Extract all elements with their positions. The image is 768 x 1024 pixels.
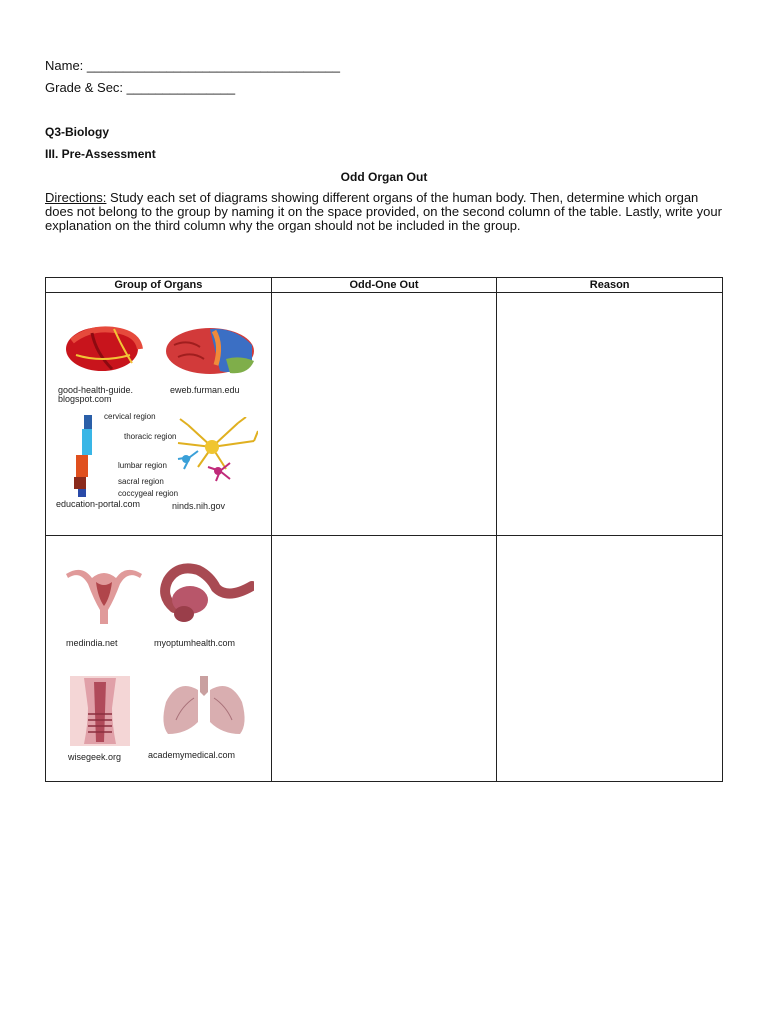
group-1-organs-cell [46, 293, 272, 536]
group-2-reason-cell[interactable] [497, 536, 723, 782]
brain-image [164, 325, 260, 377]
uterus-image [62, 558, 146, 628]
esophagus-image [66, 674, 134, 746]
intestine-credit: myoptumhealth.com [154, 638, 236, 648]
heart-credit: good-health-guide. [58, 385, 134, 395]
group-1-reason-cell[interactable] [497, 293, 723, 536]
group-2-odd-one-out-cell[interactable] [271, 536, 497, 782]
directions-text: Study each set of diagrams showing different organs of the human body. Then, determine which organ does not belong to the group by naming it on the space provided, on the second column of the table. Lastly, write your explanation on the third column why the organ should not be included in the group. [45, 190, 722, 233]
table-row [46, 536, 723, 782]
section-heading: III. Pre-Assessment [45, 147, 156, 161]
neuron-credit: ninds.nih.gov [172, 501, 226, 511]
lungs-credit: academymedical.com [148, 750, 236, 760]
spine-image [70, 413, 100, 499]
spine-label-cervical: cervical region [104, 412, 156, 421]
activity-title: Odd Organ Out [340, 170, 428, 184]
spine-credit: education-portal.com [56, 499, 141, 509]
heart-credit-line2: blogspot.com [58, 394, 112, 404]
spine-label-sacral: sacral region [118, 477, 164, 486]
esophagus-credit: wisegeek.org [68, 752, 122, 762]
lungs-image [158, 672, 250, 738]
subject-heading: Q3-Biology [45, 125, 110, 139]
heart-image [62, 319, 146, 375]
group-1-odd-one-out-cell[interactable] [271, 293, 497, 536]
group-2-organs-cell [46, 536, 272, 782]
directions-paragraph [45, 191, 723, 233]
uterus-credit: medindia.net [66, 638, 118, 648]
brain-credit: eweb.furman.edu [170, 385, 240, 395]
header-group-of-organs: Group of Organs [46, 278, 272, 293]
name-field-line[interactable]: Name: ___________________________________ [45, 58, 340, 73]
organs-table [45, 277, 723, 782]
neuron-image [168, 417, 258, 487]
header-reason: Reason [497, 278, 723, 293]
grade-section-field-line[interactable]: Grade & Sec: _______________ [45, 80, 236, 95]
header-odd-one-out: Odd-One Out [271, 278, 497, 293]
table-row [46, 293, 723, 536]
spine-label-thoracic: thoracic region [124, 432, 177, 441]
intestine-image [154, 556, 254, 626]
spine-label-coccygeal: coccygeal region [118, 489, 179, 498]
directions-label: Directions: [45, 190, 107, 205]
spine-label-lumbar: lumbar region [118, 461, 167, 470]
